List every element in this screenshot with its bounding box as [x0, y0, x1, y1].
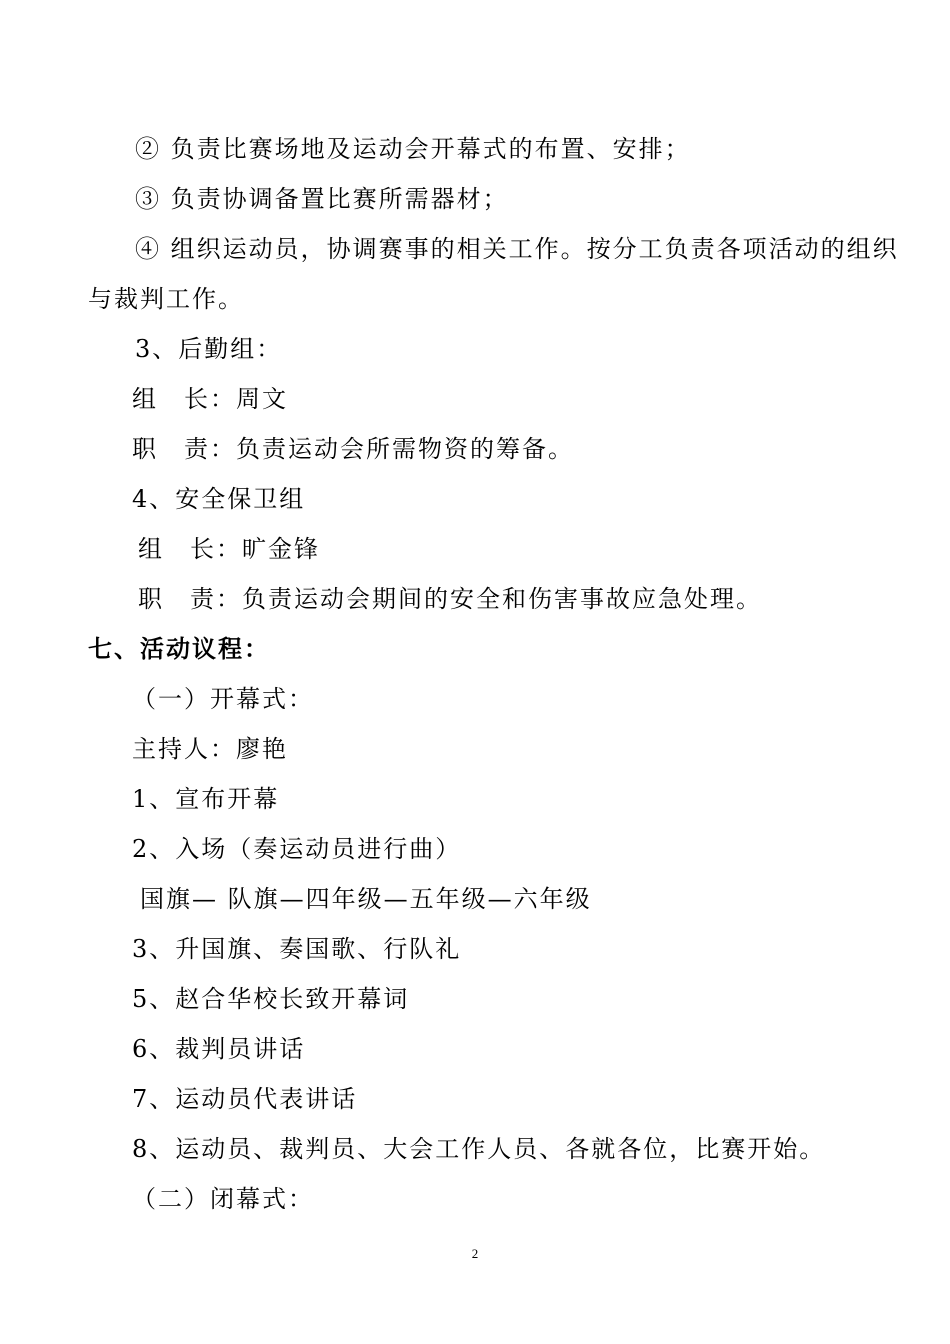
agenda-item-5: 5、赵合华校长致开幕词	[132, 985, 410, 1013]
agenda-item-8: 8、运动员、裁判员、大会工作人员、各就各位，比赛开始。	[132, 1135, 826, 1163]
host-line: 主持人：廖艳	[132, 735, 288, 763]
agenda-item-6: 6、裁判员讲话	[132, 1035, 306, 1063]
entrance-order: 国旗— 队旗—四年级—五年级—六年级	[140, 885, 592, 913]
duty-item-3: ③ 负责协调备置比赛所需器材；	[135, 185, 509, 213]
security-group-leader: 组 长：旷金锋	[138, 535, 320, 563]
agenda-item-7: 7、运动员代表讲话	[132, 1085, 358, 1113]
agenda-item-1: 1、宣布开幕	[132, 785, 280, 813]
logistics-group-duty: 职 责：负责运动会所需物资的筹备。	[132, 435, 574, 463]
logistics-group-heading: 3、后勤组：	[135, 335, 283, 363]
opening-ceremony-heading: （一）开幕式：	[132, 685, 314, 713]
security-group-duty: 职 责：负责运动会期间的安全和伤害事故应急处理。	[138, 585, 762, 613]
page-number: 2	[471, 1246, 479, 1261]
security-group-heading: 4、安全保卫组	[132, 485, 306, 513]
section-heading-agenda: 七、活动议程：	[88, 634, 270, 663]
closing-ceremony-heading: （二）闭幕式：	[132, 1185, 314, 1213]
duty-item-2: ② 负责比赛场地及运动会开幕式的布置、安排；	[135, 135, 691, 163]
duty-item-4: ④ 组织运动员，协调赛事的相关工作。按分工负责各项活动的组织	[135, 235, 899, 263]
logistics-group-leader: 组 长：周文	[132, 385, 288, 413]
duty-item-4-continued: 与裁判工作。	[88, 285, 244, 313]
agenda-item-3: 3、升国旗、奏国歌、行队礼	[132, 935, 462, 963]
agenda-item-2: 2、入场（奏运动员进行曲）	[132, 835, 462, 863]
